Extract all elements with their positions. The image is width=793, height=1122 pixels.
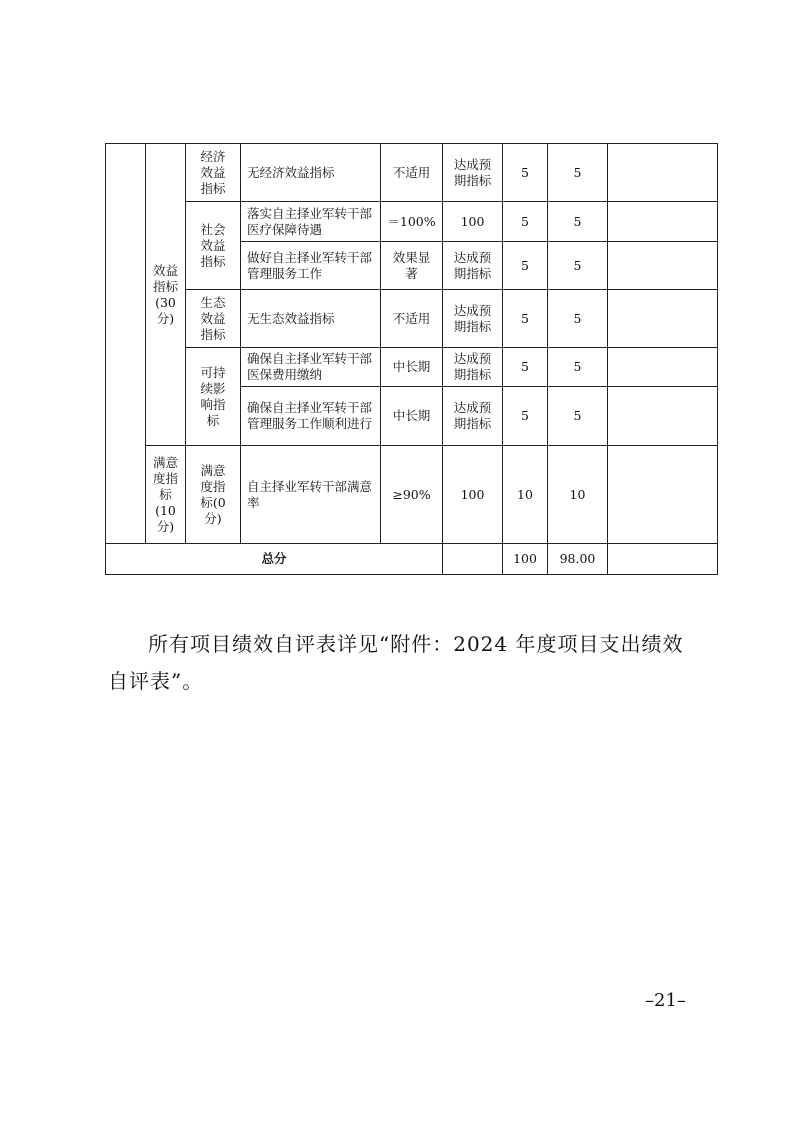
page-number: –21–: [645, 990, 686, 1011]
score-cell: 5: [548, 290, 608, 348]
body-paragraph: 所有项目绩效自评表详见“附件：2024 年度项目支出绩效自评表”。: [108, 632, 684, 693]
target-cell: 不适用: [381, 290, 443, 348]
indicator-name-cell: 自主择业军转干部满意率: [241, 446, 381, 544]
target-cell: 中长期: [381, 387, 443, 446]
total-score-cell: 98.00: [548, 544, 608, 575]
note-cell: [608, 242, 718, 290]
target-cell: 效果显 著: [381, 242, 443, 290]
sub-indicator-cell: 可持 续影 响指 标: [186, 348, 241, 446]
actual-cell: 达成预 期指标: [443, 290, 503, 348]
note-cell: [608, 348, 718, 387]
actual-cell: 达成预 期指标: [443, 348, 503, 387]
note-cell: [608, 387, 718, 446]
target-cell: ＝100%: [381, 202, 443, 242]
sub-indicator-cell: 满意 度指 标(0 分): [186, 446, 241, 544]
indicator-name-cell: 落实自主择业军转干部医疗保障待遇: [241, 202, 381, 242]
satisfaction-category-cell: 满意 度指 标 (10 分): [146, 446, 186, 544]
score-cell: 5: [548, 387, 608, 446]
actual-cell: 100: [443, 202, 503, 242]
note-cell: [608, 290, 718, 348]
target-cell: 不适用: [381, 144, 443, 202]
total-weight-cell: 100: [503, 544, 548, 575]
weight-cell: 5: [503, 144, 548, 202]
table-row: [106, 290, 718, 348]
indicator-name-cell: 确保自主择业军转干部医保费用缴纳: [241, 348, 381, 387]
total-note-cell: [608, 544, 718, 575]
actual-cell: 达成预 期指标: [443, 387, 503, 446]
indicator-name-cell: 确保自主择业军转干部管理服务工作顺利进行: [241, 387, 381, 446]
sub-indicator-cell: 生态 效益 指标: [186, 290, 241, 348]
weight-cell: 5: [503, 387, 548, 446]
score-cell: 10: [548, 446, 608, 544]
sub-indicator-cell: 经济 效益 指标: [186, 144, 241, 202]
total-actual-cell: [443, 544, 503, 575]
weight-cell: 5: [503, 348, 548, 387]
score-cell: 5: [548, 242, 608, 290]
weight-cell: 5: [503, 290, 548, 348]
indicator-name-cell: 做好自主择业军转干部管理服务工作: [241, 242, 381, 290]
level1-cell: [106, 144, 146, 544]
actual-cell: 达成预 期指标: [443, 144, 503, 202]
target-cell: 中长期: [381, 348, 443, 387]
score-cell: 5: [548, 202, 608, 242]
note-cell: [608, 446, 718, 544]
note-cell: [608, 144, 718, 202]
score-cell: 5: [548, 348, 608, 387]
actual-cell: 达成预 期指标: [443, 242, 503, 290]
indicator-name-cell: 无生态效益指标: [241, 290, 381, 348]
note-cell: [608, 202, 718, 242]
sub-indicator-cell: 社会 效益 指标: [186, 202, 241, 290]
benefit-category-cell: 效益 指标 (30 分): [146, 144, 186, 446]
table-row: [106, 144, 718, 202]
score-cell: 5: [548, 144, 608, 202]
performance-table: [105, 143, 718, 575]
total-row: [106, 544, 718, 575]
table-row: [106, 446, 718, 544]
target-cell: ≥90%: [381, 446, 443, 544]
weight-cell: 5: [503, 202, 548, 242]
actual-cell: 100: [443, 446, 503, 544]
weight-cell: 10: [503, 446, 548, 544]
total-label: 总分: [106, 544, 443, 575]
indicator-name-cell: 无经济效益指标: [241, 144, 381, 202]
weight-cell: 5: [503, 242, 548, 290]
table-row: [106, 202, 718, 242]
table-row: [106, 348, 718, 387]
